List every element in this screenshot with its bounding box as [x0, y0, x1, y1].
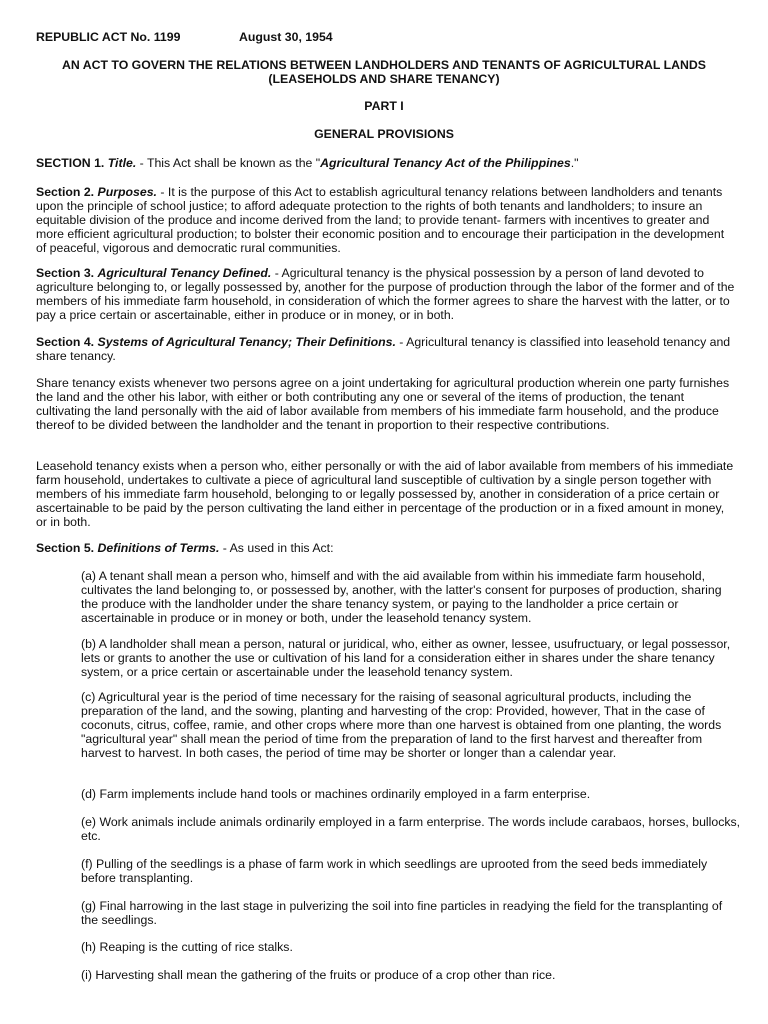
section-5-label: Section 5.	[36, 541, 95, 555]
section-4-label: Section 4.	[36, 335, 95, 349]
section-5	[36, 542, 736, 556]
section-4-leasehold-tenancy: Leasehold tenancy exists when a person who, either personally or with the aid of labor available from members of his immediate farm household, undertakes to cultivate a piece of agricultural land susceptible of cultivation by a single person together with members of his immediate farm household, belonging to or legally possessed by, another in consideration of a price certain or ascertainable to be paid by the person cultivating the land either in percentage of the production or in a fixed amount in money, or in both.	[36, 459, 734, 529]
section-1-text-before: - This Act shall be known as the "	[136, 156, 321, 170]
section-1-heading: Title.	[107, 156, 137, 170]
definition-item-c: (c) Agricultural year is the period of time necessary for the raising of seasonal agricultural products, including the preparation of the land, and the sowing, planting and harvesting of the crop: Provided, however, That in the case of coconuts, citrus, coffee, ramie, and other crops where more than one harvest is obtained from one planting, the words "agricultural year" shall mean the period of time from the preparation of land to the first harvest and thereafter from harvest to harvest. In both cases, the period of time may be shorter or longer than a calendar year.	[81, 690, 722, 760]
section-4	[36, 336, 736, 364]
section-4-heading: Systems of Agricultural Tenancy; Their Definitions.	[97, 335, 396, 349]
section-2-text: - It is the purpose of this Act to establish agricultural tenancy relations between landholders and tenants upon the principle of school justice; to afford adequate protection to the rights of both tenants and landholders; to insure an equitable division of the produce and income derived from the land; to provide tenant- farmers with incentives to greater and more efficient agricultural production; to bolster their economic position and to encourage their participation in the development of peaceful, vigorous and democratic rural communities.	[36, 185, 725, 255]
act-date: August 30, 1954	[239, 30, 333, 44]
section-1-short-title: Agricultural Tenancy Act of the Philippines	[320, 156, 571, 170]
section-3	[36, 267, 736, 323]
section-1-text-after: ."	[570, 156, 579, 170]
act-header	[36, 31, 333, 45]
act-title	[30, 59, 738, 87]
section-2	[36, 186, 736, 256]
section-4-text: - Agricultural tenancy is classified into leasehold tenancy and share tenancy.	[36, 335, 731, 363]
section-3-label: Section 3.	[36, 266, 95, 280]
section-3-heading: Agricultural Tenancy Defined.	[97, 266, 272, 280]
section-5-text: - As used in this Act:	[219, 541, 334, 555]
general-provisions-heading: GENERAL PROVISIONS	[314, 127, 454, 141]
definition-item-e: (e) Work animals include animals ordinarily employed in a farm enterprise. The words include carabaos, horses, bullocks, etc.	[81, 815, 741, 843]
part-title: PART I	[364, 99, 404, 113]
section-5-heading: Definitions of Terms.	[97, 541, 220, 555]
act-title-line-2: (LEASEHOLDS AND SHARE TENANCY)	[268, 71, 500, 86]
definition-item-a: (a) A tenant shall mean a person who, himself and with the aid available from within his immediate farm household, cultivates the land belonging to, or possessed by, another, with the latter's consent for purposes of production, sharing the produce with the landholder under the share tenancy system, or paying to the landholder a price certain or ascertainable in produce or in money or both, under the leasehold tenancy system.	[81, 569, 722, 625]
definition-item-d: (d) Farm implements include hand tools or machines ordinarily employed in a farm enterprise.	[81, 787, 591, 801]
section-3-text: - Agricultural tenancy is the physical possession by a person of land devoted to agriculture belonging to, or legally possessed by, another for the purpose of production through the labor of the former and of the members of his immediate farm household, in consideration of which the former agrees to share the harvest with the latter, or to pay a price certain or ascertainable, either in produce or in money, or in both.	[36, 266, 735, 322]
definition-item-b: (b) A landholder shall mean a person, natural or juridical, who, either as owner, lessee, usufructuary, or legal possessor, lets or grants to another the use or cultivation of his land for a consideration either in shares under the share tenancy system, or a price certain or ascertainable under the leasehold tenancy system.	[81, 637, 731, 679]
definition-item-f: (f) Pulling of the seedlings is a phase of farm work in which seedlings are uprooted from the seed beds immediately before transplanting.	[81, 857, 708, 885]
section-1	[36, 157, 736, 171]
section-1-label: SECTION 1.	[36, 156, 105, 170]
section-2-heading: Purposes.	[97, 185, 157, 199]
definition-item-i: (i) Harvesting shall mean the gathering of the fruits or produce of a crop other than rice.	[81, 968, 556, 982]
definition-item-g: (g) Final harrowing in the last stage in pulverizing the soil into fine particles in readying the field for the transplanting of the seedlings.	[81, 899, 723, 927]
act-number: REPUBLIC ACT No. 1199	[36, 30, 181, 44]
section-4-share-tenancy: Share tenancy exists whenever two persons agree on a joint undertaking for agricultural production wherein one party furnishes the land and the other his labor, with either or both contributing any one or several of the items of production, the tenant cultivating the land personally with the aid of labor available from members of his immediate farm household, and the produce thereof to be divided between the landholder and the tenant in proportion to their respective contributions.	[36, 376, 730, 432]
act-title-line-1: AN ACT TO GOVERN THE RELATIONS BETWEEN LANDHOLDERS AND TENANTS OF AGRICULTURAL LANDS	[62, 58, 706, 72]
section-2-label: Section 2.	[36, 185, 95, 199]
definition-item-h: (h) Reaping is the cutting of rice stalks.	[81, 940, 293, 954]
